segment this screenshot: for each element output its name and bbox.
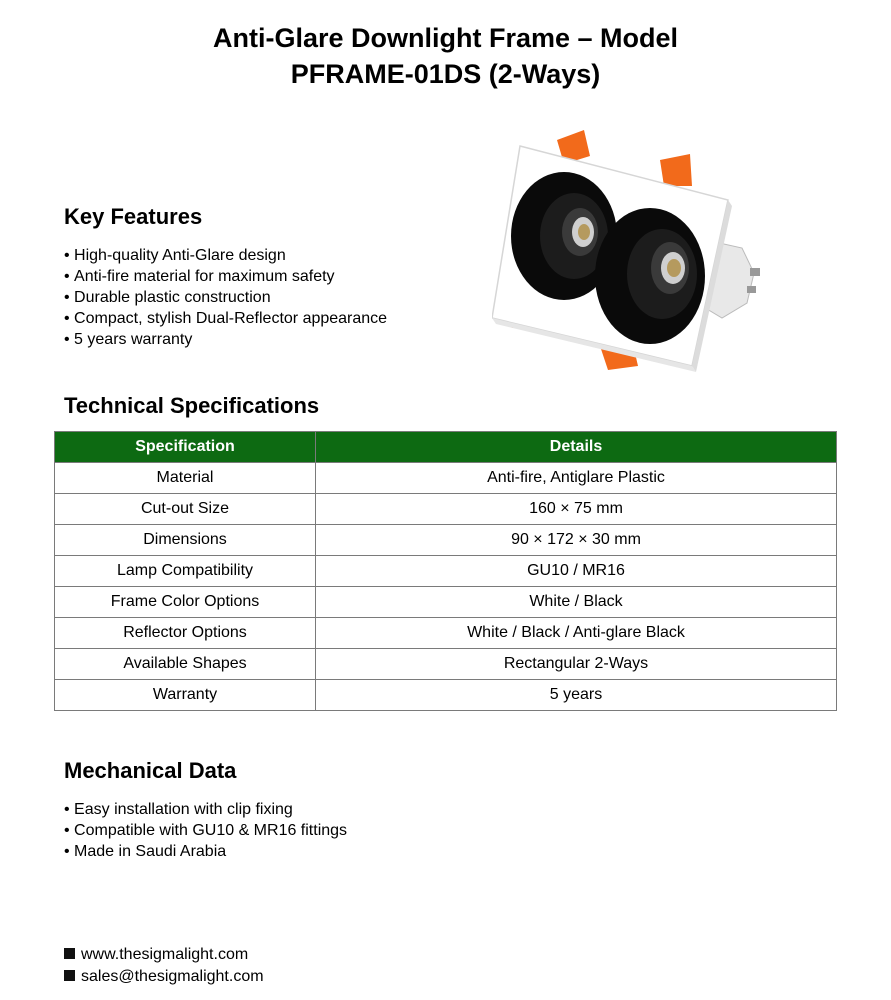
list-item: • Compatible with GU10 & MR16 fittings <box>64 820 347 841</box>
page-title <box>0 20 891 92</box>
reflector-right <box>595 208 705 344</box>
email-link[interactable]: sales@thesigmalight.com <box>81 968 264 985</box>
mechanical-data-list <box>64 799 347 862</box>
table-row <box>55 618 837 649</box>
spec-value: 90 × 172 × 30 mm <box>316 525 837 556</box>
email-line <box>64 966 264 988</box>
square-bullet-icon <box>64 948 75 959</box>
table-row <box>55 556 837 587</box>
spec-name: Dimensions <box>55 525 316 556</box>
spec-value: White / Black / Anti-glare Black <box>316 618 837 649</box>
list-item: • High-quality Anti-Glare design <box>64 245 387 266</box>
table-row <box>55 649 837 680</box>
table-header-row <box>55 432 837 463</box>
spec-table <box>54 431 837 711</box>
table-row <box>55 463 837 494</box>
spec-name: Warranty <box>55 680 316 711</box>
spec-name: Lamp Compatibility <box>55 556 316 587</box>
contact-info <box>64 944 264 988</box>
key-features-heading: Key Features <box>64 204 203 229</box>
spec-value: Rectangular 2-Ways <box>316 649 837 680</box>
spec-value: Anti-fire, Antiglare Plastic <box>316 463 837 494</box>
title-line-2: PFRAME-01DS (2-Ways) <box>290 59 601 89</box>
title-line-1: Anti-Glare Downlight Frame – Model <box>212 23 679 53</box>
website-link[interactable]: www.thesigmalight.com <box>81 946 249 963</box>
table-row <box>55 525 837 556</box>
spec-value: 160 × 75 mm <box>316 494 837 525</box>
square-bullet-icon <box>64 970 75 981</box>
list-item: • Anti-fire material for maximum safety <box>64 266 387 287</box>
spec-name: Reflector Options <box>55 618 316 649</box>
list-item: • Compact, stylish Dual-Reflector appearance <box>64 308 387 329</box>
spec-value: GU10 / MR16 <box>316 556 837 587</box>
website-line <box>64 944 264 966</box>
list-item: • Made in Saudi Arabia <box>64 841 347 862</box>
column-header-specification: Specification <box>55 432 316 463</box>
table-row <box>55 494 837 525</box>
mechanical-data-heading: Mechanical Data <box>64 758 237 783</box>
spec-name: Frame Color Options <box>55 587 316 618</box>
spec-name: Material <box>55 463 316 494</box>
column-header-details: Details <box>316 432 837 463</box>
tech-specs-heading: Technical Specifications <box>64 393 320 418</box>
list-item: • Durable plastic construction <box>64 287 387 308</box>
spec-value: White / Black <box>316 587 837 618</box>
list-item: • 5 years warranty <box>64 329 387 350</box>
spec-name: Available Shapes <box>55 649 316 680</box>
key-features-list <box>64 245 387 350</box>
table-row <box>55 680 837 711</box>
spec-name: Cut-out Size <box>55 494 316 525</box>
spec-value: 5 years <box>316 680 837 711</box>
dual-downlight-frame-image <box>492 128 762 378</box>
spring-clip-icon <box>660 154 692 186</box>
list-item: • Easy installation with clip fixing <box>64 799 347 820</box>
table-row <box>55 587 837 618</box>
